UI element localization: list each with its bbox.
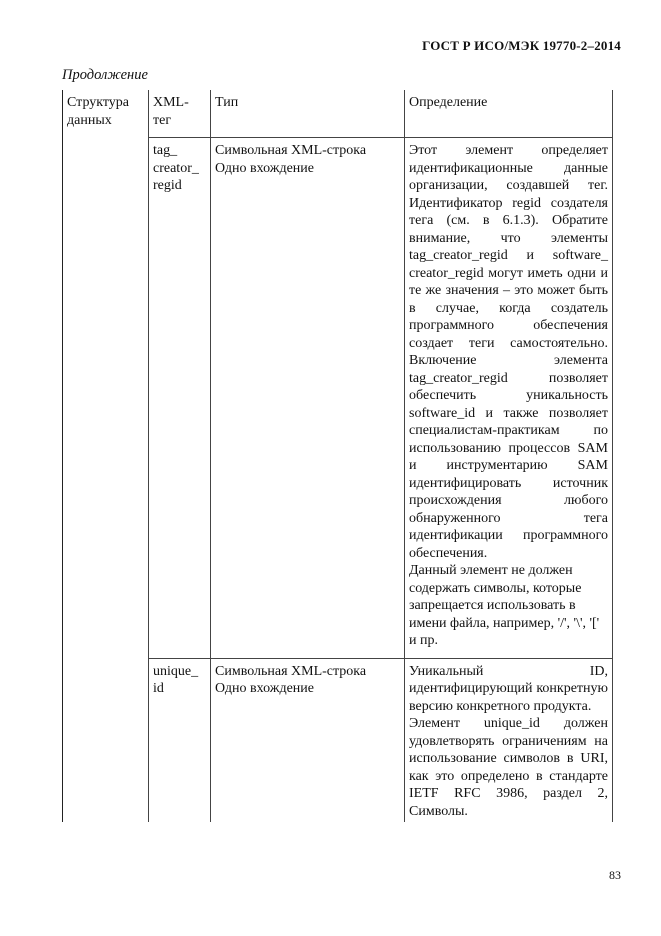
xml-tag-cell: unique_ id <box>149 658 211 822</box>
definition-paragraph: Данный элемент не должен содержать символы, которые запрещается использовать в имени файла, например, '/', '\', '[' и пр. <box>409 563 600 648</box>
spec-table <box>62 90 613 822</box>
definition-paragraph: Уникальный ID, идентифицирующий конкретную версию конкретного продукта. <box>409 663 608 714</box>
definition-cell <box>405 138 613 659</box>
xml-tag-cell: tag_ creator_ regid <box>149 138 211 659</box>
document-header: ГОСТ Р ИСО/МЭК 19770-2–2014 <box>422 38 621 53</box>
type-value: Символьная XML-строка <box>215 143 367 158</box>
definition-paragraph: Элемент unique_id должен удовлетворять ограничениям на использование символов в URI, как это определено в стандарте IETF RFC 3986, раздел 2, Символы. <box>409 716 608 819</box>
table-header-row <box>63 90 613 138</box>
type-value: Символьная XML-строка <box>215 663 367 679</box>
type-cell <box>211 138 405 659</box>
definition-cell <box>405 658 613 822</box>
occurrence-value: Одно вхождение <box>215 681 314 696</box>
continuation-label: Продолжение <box>62 67 148 83</box>
column-header-type: Тип <box>211 90 405 138</box>
page-number: 83 <box>609 868 621 882</box>
column-header-xml-tag: XML-тег <box>149 90 211 138</box>
occurrence-value: Одно вхождение <box>215 160 314 176</box>
definition-paragraph: Этот элемент определяет идентификационные данные организации, создавшей тег. Идентификатор regid создателя тега (см. в 6.1.3). Обратите внимание, что элементы tag_creator_regid и software_ creator_regid могут иметь одни и те же значения – это может быть в случае, когда создатель программного обеспечения создает теги самостоятельно. Включение элемента tag_creator_regid позволяет обеспечить уникальность software_id и также позволяет специалистам-практикам по использованию процессов SAM и инструментарию SAM идентифицировать источник происхождения любого обнаруженного тега идентификации программного обеспечения. <box>409 143 608 561</box>
type-cell <box>211 658 405 822</box>
column-header-structure: Структура данных <box>63 90 149 822</box>
column-header-definition: Определение <box>405 90 613 138</box>
